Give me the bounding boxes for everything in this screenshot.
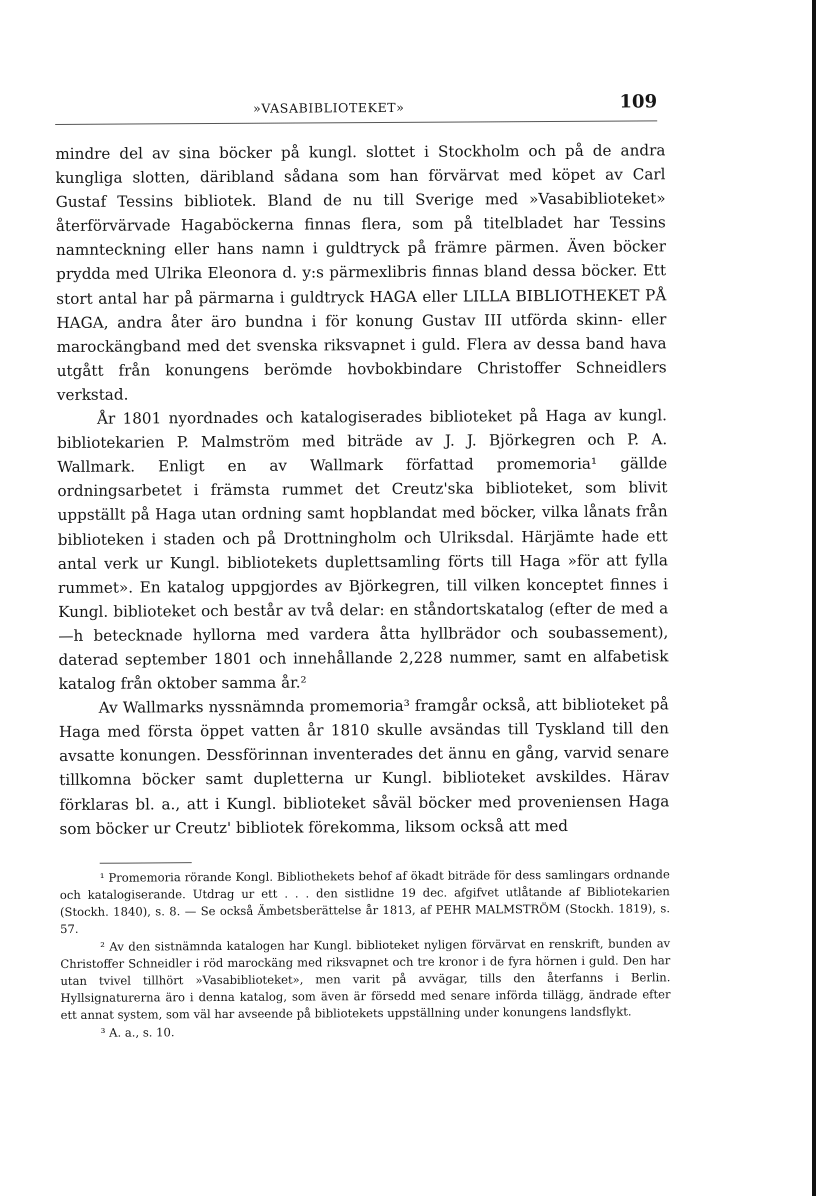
body-text — [55, 138, 669, 840]
page-header — [55, 88, 665, 120]
running-title: »VASABIBLIOTEKET» — [253, 99, 405, 116]
footnote: ² Av den sistnämnda katalogen har Kungl. biblioteket nyligen förvärvat en renskrift, bunden av Christoffer Schneidler i röd marockäng med riksvapnet och tre kronor i de fyra hörnen i guld. Den har utan tvivel tillhört »Vasabiblioteket», men varit på avvägar, tills den återfanns i Berlin. Hyllsignaturerna äro i denna katalog, som även är försedd med senare införda tillägg, ändrade efter ett annat system, som väl har avseende på bibliotekets uppställning under konungens landsflykt. — [60, 935, 671, 1023]
header-rule — [55, 120, 657, 125]
book-page — [55, 88, 671, 1041]
footnote-rule — [100, 862, 192, 864]
footnote: ³ A. a., s. 10. — [100, 1024, 175, 1040]
page-number: 109 — [619, 91, 658, 113]
paragraph: mindre del av sina böcker på kungl. slottet i Stockholm och på de andra kungliga slotten, däribland sådana som han förvärvat med köpet av Carl Gustaf Tessins bibliotek. Bland de nu till Sverige med »Vasabiblioteket» återförvärvade Hagaböckerna finnas flera, som på titelbladet har Tessins namnteckning eller hans namn i guldtryck på främre pärmen. Även böcker prydda med Ulrika Eleonora d. y:s pärmexlibris finnas bland dessa böcker. Ett stort antal har på pärmarna i guldtryck HAGA eller LILLA BIBLIOTHEKET PÅ HAGA, andra åter äro bundna i för konung Gustav III utförda skinn- eller marockängband med det svenska riksvapnet i guld. Flera av dessa band hava utgått från konungens berömde hovbokbindare Christoffer Schneidlers verkstad. — [55, 141, 667, 404]
paragraph: År 1801 nyordnades och katalogiserades biblioteket på Haga av kungl. bibliotekarien P. Malmström med biträde av J. J. Björkegren och P. A. Wallmark. Enligt en av Wallmark författad promemoria¹ gällde ordningsarbetet i främsta rummet det Creutz'ska biblioteket, som blivit uppställt på Haga utan ordning samt hopblandat med böcker, vilka lånats från biblioteken i staden och på Drottningholm och Ulriksdal. Härjämte hade ett antal verk ur Kungl. bibliotekets duplettsamling förts till Haga »för att fylla rummet». En katalog uppgjordes av Björkegren, till vilken konceptet finnes i Kungl. biblioteket och består av två delar: en ståndortskatalog (efter de med a—h betecknade hyllorna med vardera åtta hyllbrädor och soubassement), daterad september 1801 och innehållande 2,228 nummer, samt en alfabetisk katalog från oktober samma år.² — [57, 406, 669, 694]
scan-edge — [812, 0, 816, 1196]
paragraph: Av Wallmarks nyssnämnda promemoria³ framgår också, att biblioteket på Haga med första öppet vatten år 1810 skulle avsändas till Tyskland till den avsatte konungen. Dessförinnan inventerades det ännu en gång, varvid senare tillkomna böcker samt dupletterna ur Kungl. biblioteket avskildes. Härav förklaras bl. a., att i Kungl. biblioteket såväl böcker med proveniensen Haga som böcker ur Creutz' bibliotek förekomma, liksom också att med — [58, 695, 670, 838]
footnotes — [60, 866, 671, 1042]
footnote: ¹ Promemoria rörande Kongl. Bibliothekets behof af ökadt biträde för dess samlingars ordnande och katalogiserande. Utdrag ur ett . . . den sistlidne 19 dec. afgifvet utlåtande af Bibliotekarien (Stockh. 1840), s. 8. — Se också Ämbetsberättelse år 1813, af PEHR MALMSTRÖM (Stockh. 1819), s. 57. — [59, 866, 671, 937]
